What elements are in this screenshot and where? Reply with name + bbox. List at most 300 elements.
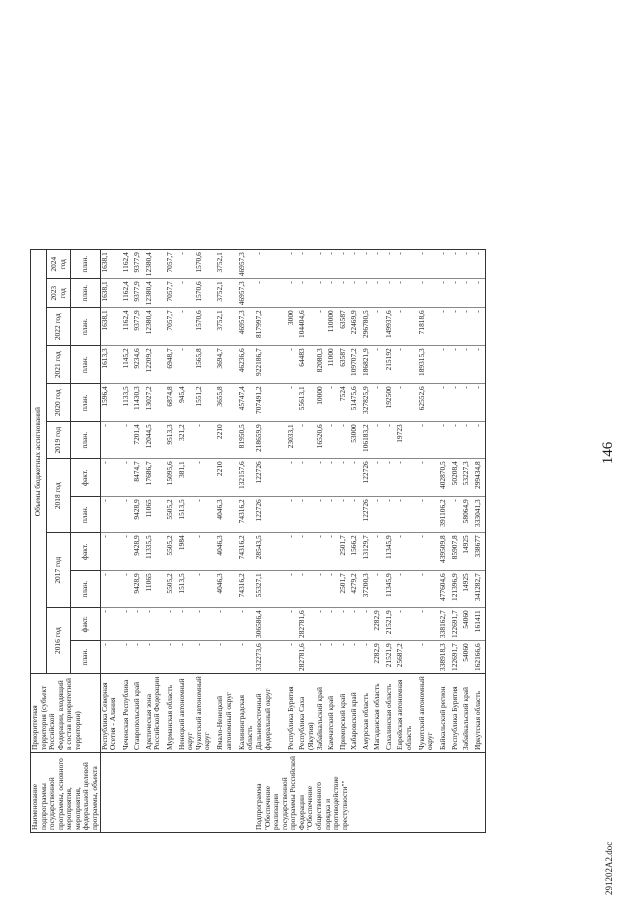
program-cell — [418, 753, 440, 833]
value-cell: 3694,7 — [216, 346, 238, 384]
table-body — [100, 250, 485, 833]
value-cell: 82080,3 — [316, 346, 328, 384]
value-cell: - — [122, 459, 134, 497]
value-cell: - — [373, 497, 385, 533]
value-cell: 327825,9 — [362, 384, 374, 422]
program-cell — [195, 753, 217, 833]
value-cell: - — [396, 308, 418, 346]
value-cell: - — [287, 346, 299, 384]
value-cell: - — [451, 308, 463, 346]
header-budget-volume: Объемы бюджетных ассигнований — [31, 250, 47, 674]
value-cell: 9428,9 — [133, 497, 145, 533]
value-cell: 7057,7 — [166, 279, 178, 308]
value-cell: 922186,7 — [255, 346, 287, 384]
value-cell: - — [100, 608, 122, 641]
program-cell — [451, 753, 463, 833]
value-cell: 162166,6 — [474, 641, 486, 674]
value-cell: 11335,5 — [145, 533, 167, 571]
value-cell: - — [385, 250, 397, 279]
value-cell: 2282,9 — [373, 641, 385, 674]
program-cell — [178, 753, 195, 833]
value-cell: - — [362, 250, 374, 279]
value-cell: 2282,9 — [373, 608, 385, 641]
value-cell: - — [316, 533, 328, 571]
value-cell: - — [385, 422, 397, 459]
header-year-2024: 2024 год — [47, 250, 71, 279]
value-cell: 1513,5 — [178, 571, 195, 608]
value-cell: 321,2 — [178, 422, 195, 459]
value-cell: 817997,2 — [255, 308, 287, 346]
value-cell: - — [474, 250, 486, 279]
header-program: Наименование подпрограммы государственной программы, основного мероприятия, мероприятия, федеральной целевой программы, объекта — [31, 753, 101, 833]
value-cell: - — [451, 497, 463, 533]
value-cell: - — [195, 641, 217, 674]
territory-cell: Приморский край — [339, 674, 351, 753]
value-cell: 19723 — [396, 422, 418, 459]
value-cell: 707491,2 — [255, 384, 287, 422]
value-cell: 132157,6 — [238, 459, 255, 497]
value-cell: - — [439, 384, 451, 422]
header-fact: факт. — [71, 608, 100, 641]
value-cell: - — [418, 422, 440, 459]
table-row — [439, 250, 451, 833]
value-cell: 2210 — [216, 422, 238, 459]
value-cell: 215192 — [385, 346, 397, 384]
value-cell: - — [451, 250, 463, 279]
value-cell: 14925 — [462, 571, 474, 608]
value-cell: - — [166, 608, 178, 641]
value-cell: 282781,6 — [298, 608, 315, 641]
value-cell: - — [178, 608, 195, 641]
value-cell: - — [439, 308, 451, 346]
value-cell: - — [350, 279, 362, 308]
territory-cell: Камчатский край — [327, 674, 339, 753]
value-cell: - — [287, 641, 299, 674]
value-cell: - — [287, 250, 299, 279]
value-cell: 11065 — [145, 571, 167, 608]
territory-cell: Амурская область — [362, 674, 374, 753]
value-cell: - — [327, 533, 339, 571]
territory-cell: Ямало-Ненецкий автономный округ — [216, 674, 238, 753]
value-cell: - — [385, 497, 397, 533]
value-cell: 14925 — [462, 533, 474, 571]
value-cell: - — [327, 571, 339, 608]
value-cell: 1596,4 — [100, 384, 122, 422]
value-cell: 13027,2 — [145, 384, 167, 422]
value-cell: 1570,6 — [195, 250, 217, 279]
territory-cell: Дальневосточный федеральный округ — [255, 674, 287, 753]
value-cell: - — [298, 459, 315, 497]
value-cell: 1638,1 — [100, 308, 122, 346]
value-cell: 46957,3 — [238, 308, 255, 346]
value-cell: - — [396, 459, 418, 497]
territory-cell: Забайкальский край — [316, 674, 328, 753]
header-plan: план. — [71, 422, 100, 459]
value-cell: - — [339, 497, 351, 533]
value-cell: 122691,7 — [451, 641, 463, 674]
value-cell: - — [418, 279, 440, 308]
value-cell: - — [339, 422, 351, 459]
value-cell: 23033,1 — [287, 422, 299, 459]
value-cell: 22469,9 — [350, 308, 362, 346]
budget-table — [30, 249, 486, 833]
territory-cell: Республика Северная Осетия - Алания — [100, 674, 122, 753]
value-cell: 5505,2 — [166, 571, 178, 608]
value-cell: - — [350, 497, 362, 533]
value-cell: 306586,4 — [255, 608, 287, 641]
value-cell: 1566,2 — [350, 533, 362, 571]
program-cell — [350, 753, 362, 833]
value-cell: 122726 — [255, 459, 287, 497]
value-cell: - — [195, 497, 217, 533]
value-cell: 1551,2 — [195, 384, 217, 422]
value-cell: - — [100, 571, 122, 608]
value-cell: 1565,8 — [195, 346, 217, 384]
value-cell: 4046,3 — [216, 497, 238, 533]
header-plan: план. — [71, 346, 100, 384]
value-cell: - — [396, 497, 418, 533]
value-cell: - — [122, 571, 134, 608]
value-cell: 338677 — [474, 533, 486, 571]
value-cell: 1162,4 — [122, 279, 134, 308]
value-cell: 7057,7 — [166, 250, 178, 279]
value-cell: - — [298, 497, 315, 533]
header-plan: план. — [71, 279, 100, 308]
value-cell: 186821,9 — [362, 346, 374, 384]
value-cell: 945,4 — [178, 384, 195, 422]
value-cell: 1145,2 — [122, 346, 134, 384]
header-plan: план. — [71, 308, 100, 346]
value-cell: - — [100, 497, 122, 533]
value-cell: 10000 — [316, 384, 328, 422]
value-cell: - — [362, 608, 374, 641]
header-year-2019: 2019 год — [47, 422, 71, 459]
value-cell: - — [238, 608, 255, 641]
value-cell: 46957,3 — [238, 250, 255, 279]
value-cell: - — [396, 250, 418, 279]
value-cell: - — [339, 641, 351, 674]
value-cell: 6948,7 — [166, 346, 178, 384]
value-cell: - — [100, 459, 122, 497]
table-row — [373, 250, 385, 833]
header-plan: план. — [71, 497, 100, 533]
value-cell: - — [474, 308, 486, 346]
value-cell: 4046,3 — [216, 533, 238, 571]
value-cell: 21521,9 — [385, 641, 397, 674]
value-cell: 338918,3 — [439, 641, 451, 674]
value-cell: - — [451, 279, 463, 308]
value-cell: - — [339, 459, 351, 497]
value-cell: 11345,9 — [385, 533, 397, 571]
value-cell: - — [298, 250, 315, 279]
value-cell: 53000 — [350, 422, 362, 459]
value-cell: 333041,3 — [474, 497, 486, 533]
table-row — [298, 250, 315, 833]
header-year-2020: 2020 год — [47, 384, 71, 422]
value-cell: 8474,7 — [133, 459, 145, 497]
header-plan: план. — [71, 384, 100, 422]
value-cell: 121396,9 — [451, 571, 463, 608]
territory-cell: Байкальский регион — [439, 674, 451, 753]
value-cell: - — [350, 459, 362, 497]
value-cell: - — [316, 641, 328, 674]
header-plan: план. — [71, 641, 100, 674]
value-cell: 161411 — [474, 608, 486, 641]
value-cell: 12044,5 — [145, 422, 167, 459]
territory-cell: Ставропольский край — [133, 674, 145, 753]
value-cell: - — [439, 250, 451, 279]
value-cell: 9428,9 — [133, 571, 145, 608]
value-cell: 5505,2 — [166, 497, 178, 533]
value-cell: - — [195, 533, 217, 571]
value-cell: - — [195, 571, 217, 608]
value-cell: - — [474, 384, 486, 422]
value-cell: - — [298, 533, 315, 571]
value-cell: 189315,3 — [418, 346, 440, 384]
table-row — [327, 250, 339, 833]
value-cell: - — [327, 459, 339, 497]
value-cell: - — [396, 571, 418, 608]
value-cell: 3655,8 — [216, 384, 238, 422]
program-cell — [373, 753, 385, 833]
value-cell: - — [287, 533, 299, 571]
table-row — [100, 250, 122, 833]
value-cell: - — [327, 279, 339, 308]
value-cell: - — [339, 279, 351, 308]
value-cell: 13129,7 — [362, 533, 374, 571]
value-cell: 53227,3 — [462, 459, 474, 497]
value-cell: - — [316, 308, 328, 346]
value-cell: 81950,5 — [238, 422, 255, 459]
value-cell: 391106,2 — [439, 497, 451, 533]
value-cell: 17686,7 — [145, 459, 167, 497]
value-cell: 71818,6 — [418, 308, 440, 346]
value-cell: 63587 — [339, 308, 351, 346]
value-cell: - — [373, 533, 385, 571]
value-cell: 54060 — [462, 641, 474, 674]
territory-cell: Хабаровский край — [350, 674, 362, 753]
value-cell: - — [287, 384, 299, 422]
value-cell: - — [451, 346, 463, 384]
value-cell: - — [385, 459, 397, 497]
value-cell: 3752,1 — [216, 250, 238, 279]
value-cell: - — [122, 497, 134, 533]
value-cell: 149937,6 — [385, 308, 397, 346]
program-cell — [145, 753, 167, 833]
territory-cell: Мурманская область — [166, 674, 178, 753]
value-cell: 25687,2 — [396, 641, 418, 674]
value-cell: 1638,1 — [100, 250, 122, 279]
value-cell: 11065 — [145, 497, 167, 533]
value-cell: 9377,9 — [133, 279, 145, 308]
table-row — [474, 250, 486, 833]
header-year-2021: 2021 год — [47, 346, 71, 384]
territory-cell: Калининградская область — [238, 674, 255, 753]
value-cell: - — [316, 459, 328, 497]
value-cell: - — [316, 497, 328, 533]
program-cell — [133, 753, 145, 833]
value-cell: - — [350, 250, 362, 279]
header-year-2017: 2017 год — [47, 533, 71, 608]
value-cell: - — [373, 308, 385, 346]
program-cell — [166, 753, 178, 833]
value-cell: 74316,2 — [238, 533, 255, 571]
value-cell: - — [327, 497, 339, 533]
value-cell: 7201,4 — [133, 422, 145, 459]
value-cell: - — [362, 279, 374, 308]
territory-cell: Ненецкий автономный округ — [178, 674, 195, 753]
table-row — [350, 250, 362, 833]
value-cell: 64483 — [298, 346, 315, 384]
header-year-2016: 2016 год — [47, 608, 71, 674]
value-cell: 74316,2 — [238, 497, 255, 533]
value-cell: 2501,7 — [339, 533, 351, 571]
value-cell: - — [327, 641, 339, 674]
value-cell: - — [195, 459, 217, 497]
value-cell: 1162,4 — [122, 308, 134, 346]
value-cell: - — [418, 459, 440, 497]
value-cell: 55327,1 — [255, 571, 287, 608]
value-cell: 45747,4 — [238, 384, 255, 422]
value-cell: 1984 — [178, 533, 195, 571]
header-year-2022: 2022 год — [47, 308, 71, 346]
value-cell: - — [373, 250, 385, 279]
value-cell: 9513,3 — [166, 422, 178, 459]
value-cell: 2501,7 — [339, 571, 351, 608]
value-cell: - — [350, 641, 362, 674]
value-cell: 85907,8 — [451, 533, 463, 571]
value-cell: 122691,7 — [451, 608, 463, 641]
value-cell: - — [316, 608, 328, 641]
table-row — [462, 250, 474, 833]
value-cell: - — [396, 608, 418, 641]
program-cell — [216, 753, 238, 833]
value-cell: - — [439, 422, 451, 459]
value-cell: 3752,1 — [216, 279, 238, 308]
value-cell: - — [216, 641, 238, 674]
value-cell: 3752,1 — [216, 308, 238, 346]
program-cell — [253, 753, 349, 833]
value-cell: 109707,2 — [350, 346, 362, 384]
value-cell: 7524 — [339, 384, 351, 422]
value-cell: 104404,6 — [298, 308, 315, 346]
value-cell: - — [316, 571, 328, 608]
value-cell: - — [195, 608, 217, 641]
territory-cell: Иркутская область — [474, 674, 486, 753]
program-cell — [238, 753, 255, 833]
value-cell: 7057,7 — [166, 308, 178, 346]
value-cell: - — [373, 571, 385, 608]
value-cell: - — [287, 459, 299, 497]
territory-cell: Чеченская Республика — [122, 674, 134, 753]
value-cell: - — [396, 533, 418, 571]
value-cell: 477604,6 — [439, 571, 451, 608]
value-cell: - — [145, 641, 167, 674]
value-cell: - — [474, 422, 486, 459]
value-cell: - — [373, 422, 385, 459]
value-cell: - — [287, 571, 299, 608]
value-cell: - — [166, 641, 178, 674]
value-cell: 1133,5 — [122, 384, 134, 422]
value-cell: 5505,2 — [166, 533, 178, 571]
value-cell: - — [100, 641, 122, 674]
value-cell: 122726 — [362, 459, 374, 497]
value-cell: - — [462, 346, 474, 384]
program-cell — [100, 753, 122, 833]
value-cell: - — [255, 250, 287, 279]
header-fact: факт. — [71, 533, 100, 571]
table-row — [178, 250, 195, 833]
header-plan: план. — [71, 250, 100, 279]
program-text: Подпрограмма "Обеспечение реализации государственной программы Российской Федерации "Обеспечение общественного порядка и противодействие преступности"" — [253, 756, 349, 830]
territory-cell: Магаданская область — [373, 674, 385, 753]
value-cell: - — [373, 346, 385, 384]
value-cell: - — [462, 308, 474, 346]
value-cell: - — [178, 641, 195, 674]
program-cell — [439, 753, 451, 833]
value-cell: 12380,4 — [145, 250, 167, 279]
value-cell: - — [178, 250, 195, 279]
value-cell: - — [255, 279, 287, 308]
value-cell: - — [122, 641, 134, 674]
value-cell: 12380,4 — [145, 279, 167, 308]
header-fact: факт. — [71, 459, 100, 497]
value-cell: - — [418, 608, 440, 641]
value-cell: 58064,9 — [462, 497, 474, 533]
value-cell: - — [396, 384, 418, 422]
value-cell: - — [100, 533, 122, 571]
value-cell: 9428,9 — [133, 533, 145, 571]
value-cell: 12209,2 — [145, 346, 167, 384]
value-cell: 299434,8 — [474, 459, 486, 497]
value-cell: 1513,5 — [178, 497, 195, 533]
value-cell: - — [462, 422, 474, 459]
value-cell: 54060 — [462, 608, 474, 641]
value-cell: - — [298, 571, 315, 608]
value-cell: - — [373, 384, 385, 422]
value-cell: 439509,8 — [439, 533, 451, 571]
value-cell: - — [316, 279, 328, 308]
value-cell: 110000 — [327, 308, 339, 346]
value-cell: - — [339, 608, 351, 641]
value-cell: - — [339, 250, 351, 279]
value-cell: 332273,6 — [255, 641, 287, 674]
page-number: 146 — [600, 441, 616, 465]
program-cell — [474, 753, 486, 833]
value-cell: - — [418, 641, 440, 674]
header-year-2023: 2023 год — [47, 279, 71, 308]
value-cell: - — [396, 279, 418, 308]
footer-code: 291202A2.doc — [604, 841, 614, 895]
value-cell: 2210 — [216, 459, 238, 497]
value-cell: - — [287, 497, 299, 533]
value-cell: - — [287, 608, 299, 641]
value-cell: 106183,2 — [362, 422, 374, 459]
value-cell: - — [373, 459, 385, 497]
value-cell: - — [316, 250, 328, 279]
territory-cell: Забайкальский край — [462, 674, 474, 753]
value-cell: - — [373, 279, 385, 308]
value-cell: - — [100, 422, 122, 459]
territory-cell: Республика Бурятия — [451, 674, 463, 753]
value-cell: 9377,9 — [133, 308, 145, 346]
value-cell: 1162,4 — [122, 250, 134, 279]
value-cell: 46236,6 — [238, 346, 255, 384]
value-cell: - — [350, 608, 362, 641]
value-cell: - — [216, 608, 238, 641]
value-cell: 4279,2 — [350, 571, 362, 608]
value-cell: - — [195, 422, 217, 459]
